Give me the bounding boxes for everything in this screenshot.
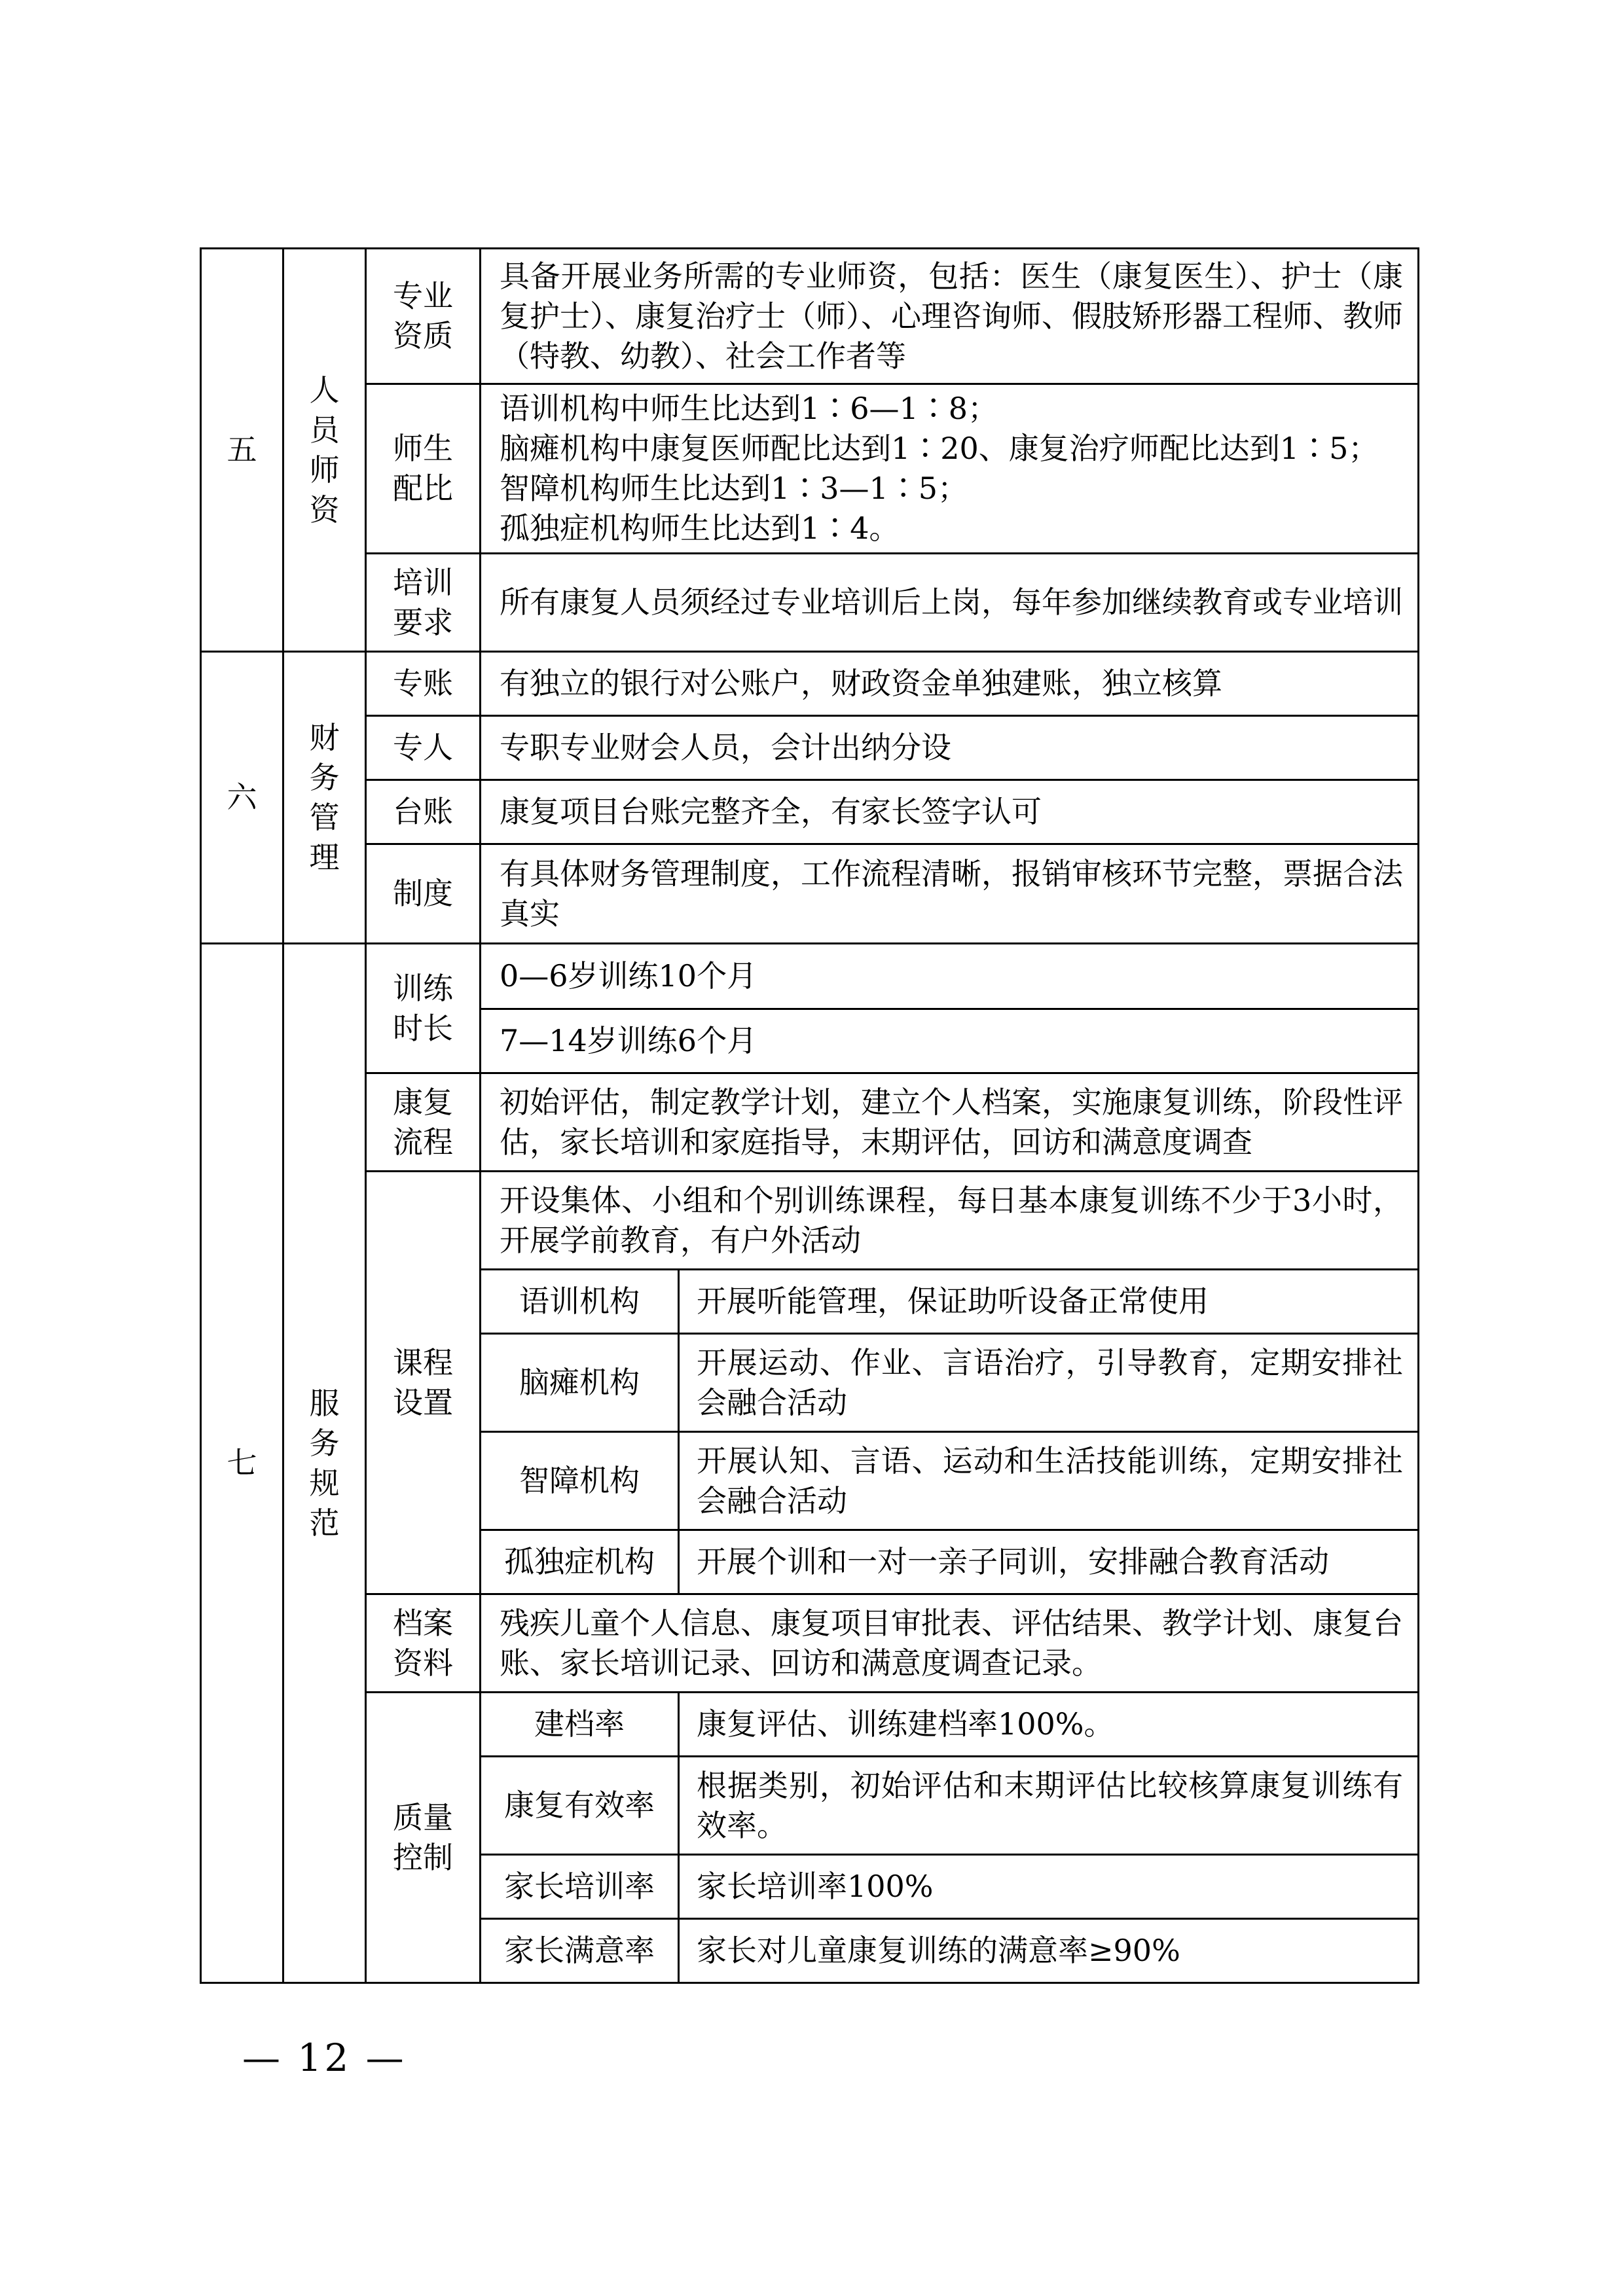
sub-text: 开展个训和一对一亲子同训，安排融合教育活动 xyxy=(679,1530,1419,1594)
item-text: 7—14岁训练6个月 xyxy=(481,1009,1419,1073)
table-row xyxy=(201,554,1419,652)
standards-table xyxy=(200,247,1419,1984)
section-name: 财务管理 xyxy=(283,652,366,944)
sub-label: 语训机构 xyxy=(481,1270,679,1334)
ratio-line: 语训机构中师生比达到1∶6—1∶8； xyxy=(500,391,998,426)
item-label: 专业资质 xyxy=(366,249,481,384)
item-text: 所有康复人员须经过专业培训后上岗，每年参加继续教育或专业培训 xyxy=(481,554,1419,652)
sub-label: 孤独症机构 xyxy=(481,1530,679,1594)
item-text: 开设集体、小组和个别训练课程，每日基本康复训练不少于3小时，开展学前教育，有户外活动 xyxy=(481,1172,1419,1270)
section-number: 五 xyxy=(201,249,283,652)
sub-text: 家长培训率100% xyxy=(679,1855,1419,1919)
table-row xyxy=(201,780,1419,844)
ratio-line: 脑瘫机构中康复医师配比达到1∶20、康复治疗师配比达到1∶5； xyxy=(500,431,1379,466)
sub-text: 康复评估、训练建档率100%。 xyxy=(679,1693,1419,1757)
sub-label: 建档率 xyxy=(481,1693,679,1757)
section-number: 七 xyxy=(201,944,283,1983)
table-row xyxy=(201,716,1419,780)
item-label: 课程设置 xyxy=(366,1172,481,1594)
item-label: 师生配比 xyxy=(366,384,481,554)
item-text: 0—6岁训练10个月 xyxy=(481,944,1419,1009)
item-text xyxy=(481,384,1419,554)
item-label: 培训要求 xyxy=(366,554,481,652)
sub-label: 脑瘫机构 xyxy=(481,1334,679,1432)
section-name: 服务规范 xyxy=(283,944,366,1983)
ratio-line: 智障机构师生比达到1∶3—1∶5； xyxy=(500,471,968,506)
table-row xyxy=(201,249,1419,384)
item-label: 质量控制 xyxy=(366,1693,481,1983)
sub-label: 智障机构 xyxy=(481,1432,679,1530)
sub-text: 根据类别，初始评估和末期评估比较核算康复训练有效率。 xyxy=(679,1757,1419,1855)
table-row xyxy=(201,1594,1419,1693)
item-text: 康复项目台账完整齐全，有家长签字认可 xyxy=(481,780,1419,844)
item-label: 训练时长 xyxy=(366,944,481,1073)
sub-text: 开展听能管理，保证助听设备正常使用 xyxy=(679,1270,1419,1334)
item-text: 初始评估，制定教学计划，建立个人档案，实施康复训练，阶段性评估，家长培训和家庭指导，末期评估，回访和满意度调查 xyxy=(481,1073,1419,1172)
table-row xyxy=(201,384,1419,554)
page-number: — 12 — xyxy=(242,2036,407,2080)
item-label: 康复流程 xyxy=(366,1073,481,1172)
table-row xyxy=(201,844,1419,944)
item-text: 专职专业财会人员，会计出纳分设 xyxy=(481,716,1419,780)
section-number: 六 xyxy=(201,652,283,944)
sub-label: 家长培训率 xyxy=(481,1855,679,1919)
section-name: 人员师资 xyxy=(283,249,366,652)
table-row xyxy=(201,652,1419,716)
sub-label: 康复有效率 xyxy=(481,1757,679,1855)
item-text: 具备开展业务所需的专业师资，包括：医生（康复医生）、护士（康复护士）、康复治疗士（师）、心理咨询师、假肢矫形器工程师、教师（特教、幼教）、社会工作者等 xyxy=(481,249,1419,384)
sub-text: 家长对儿童康复训练的满意率≥90% xyxy=(679,1919,1419,1983)
sub-text: 开展认知、言语、运动和生活技能训练，定期安排社会融合活动 xyxy=(679,1432,1419,1530)
item-text: 残疾儿童个人信息、康复项目审批表、评估结果、教学计划、康复台账、家长培训记录、回访和满意度调查记录。 xyxy=(481,1594,1419,1693)
item-label: 台账 xyxy=(366,780,481,844)
item-label: 制度 xyxy=(366,844,481,944)
table-row xyxy=(201,1073,1419,1172)
item-text: 有具体财务管理制度，工作流程清晰，报销审核环节完整，票据合法真实 xyxy=(481,844,1419,944)
table-row xyxy=(201,1172,1419,1270)
item-label: 档案资料 xyxy=(366,1594,481,1693)
sub-text: 开展运动、作业、言语治疗，引导教育，定期安排社会融合活动 xyxy=(679,1334,1419,1432)
ratio-line: 孤独症机构师生比达到1∶4。 xyxy=(500,511,900,546)
table-row xyxy=(201,1693,1419,1757)
sub-label: 家长满意率 xyxy=(481,1919,679,1983)
item-label: 专人 xyxy=(366,716,481,780)
item-label: 专账 xyxy=(366,652,481,716)
table-row xyxy=(201,944,1419,1009)
item-text: 有独立的银行对公账户，财政资金单独建账，独立核算 xyxy=(481,652,1419,716)
